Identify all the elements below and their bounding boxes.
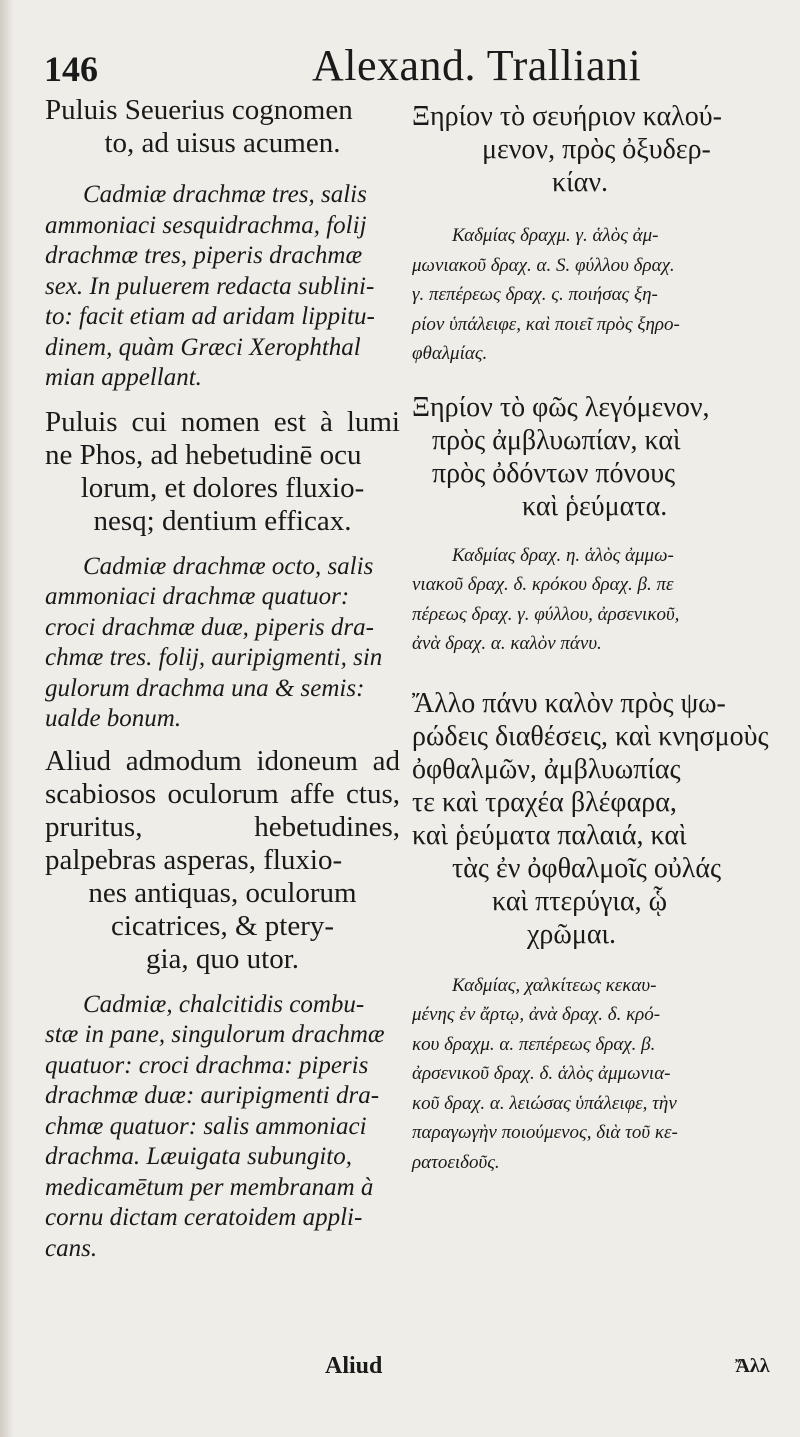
latin-recipe-1 xyxy=(45,180,400,394)
text-line: πέρεως δραχ. γ. φύλλου, ἀρσενικοῦ, xyxy=(412,603,680,625)
text-line: Cadmiæ drachmæ octo, salis xyxy=(83,552,374,580)
text-line: καὶ πτερύγια, ᾧ xyxy=(492,885,668,917)
gutter-shadow xyxy=(0,0,14,1437)
text-line: cornu dictam ceratoidem appli- xyxy=(45,1204,363,1231)
greek-recipe-3 xyxy=(412,971,790,1178)
text-line: ὀφθαλμῶν, ἀμβλυωπίας xyxy=(412,753,681,785)
text-line: medicamētum per membranam à xyxy=(45,1173,374,1201)
text-line: ammoniaci drachmæ quatuor: xyxy=(45,583,350,610)
text-line: ne Phos, ad hebetudinē ocu xyxy=(45,438,362,471)
text-line: μωνιακοῦ δραχ. α. S. φύλλου δραχ. xyxy=(412,254,675,276)
text-line: ἀνὰ δραχ. α. καλὸν πάνυ. xyxy=(412,633,602,654)
text-line: τὰς ἐν ὀφθαλμοῖς οὐλάς xyxy=(452,852,722,884)
greek-catchword: Ἄλλ xyxy=(735,1355,770,1377)
text-line: mian appellant. xyxy=(45,364,202,391)
text-line: ρίον ὑπάλειφε, καὶ ποιεῖ πρὸς ξηρο- xyxy=(412,313,680,335)
greek-heading-1 xyxy=(412,100,790,199)
running-title: Alexand. Tralliani xyxy=(312,41,642,90)
text-line: ammoniaci sesquidrachma, folij xyxy=(45,211,367,239)
text-line: ad scabiosos oculorum affe xyxy=(45,744,401,810)
text-line: ἀρσενικοῦ δραχ. δ. ἁλὸς ἀμμωνια- xyxy=(412,1063,671,1084)
text-line: πρὸς ἀμβλυωπίαν, καὶ xyxy=(432,424,681,456)
text-line: Cadmiæ, chalcitidis combu- xyxy=(83,990,365,1018)
text-line: ρατοειδοῦς. xyxy=(412,1151,500,1173)
text-line: καὶ ῥεύματα. xyxy=(522,490,668,522)
text-line: Καδμίας δραχ. η. ἁλὸς ἀμμω- xyxy=(452,544,674,566)
greek-recipe-2 xyxy=(412,541,790,659)
page-number: 146 xyxy=(44,49,98,89)
latin-recipe-2 xyxy=(45,552,400,735)
text-line: μένης ἐν ἄρτῳ, ἀνὰ δραχ. δ. κρό- xyxy=(412,1004,661,1025)
text-line: Ξηρίον τὸ φῶς λεγόμενον, xyxy=(412,391,710,423)
greek-heading-2 xyxy=(412,391,790,523)
text-line: drachmæ tres, piperis drachmæ xyxy=(45,242,363,269)
text-line: Aliud admodum idoneum xyxy=(45,744,358,777)
page-header xyxy=(40,40,780,90)
text-line: Ἄλλο πάνυ καλὸν πρὸς ψω- xyxy=(412,687,726,719)
text-line: palpebras asperas, fluxio- xyxy=(45,843,343,876)
text-line: κου δραχμ. α. πεπέρεως δραχ. β. xyxy=(412,1033,656,1055)
text-line: παραγωγὴν ποιούμενος, διὰ τοῦ κε- xyxy=(412,1122,678,1143)
text-line: to, ad uisus acumen. xyxy=(104,127,341,159)
text-line: cicatrices, & ptery- xyxy=(110,909,335,942)
text-line: lorum, et dolores fluxio- xyxy=(80,471,365,504)
text-line: ρώδεις διαθέσεις, καὶ κνησμοὺς xyxy=(412,720,769,752)
greek-recipe-1 xyxy=(412,221,790,369)
text-line: dinem, quàm Græci Xerophthal xyxy=(45,333,361,361)
text-line: γ. πεπέρεως δραχ. ς. ποιήσας ξη- xyxy=(412,284,658,305)
greek-column xyxy=(412,100,790,1177)
text-line: drachma. Læuigata subungito, xyxy=(45,1143,352,1170)
text-line: πρὸς ὀδόντων πόνους xyxy=(432,457,676,489)
text-line: gia, quo utor. xyxy=(145,942,300,975)
text-line: Ξηρίον τὸ σευήριον καλού- xyxy=(412,101,722,132)
latin-heading-2 xyxy=(45,406,400,538)
text-line: cans. xyxy=(45,1234,98,1262)
latin-column xyxy=(45,92,400,1264)
text-line: νιακοῦ δραχ. δ. κρόκου δραχ. β. πε xyxy=(412,574,674,595)
latin-catchword: Aliud xyxy=(325,1353,383,1379)
text-line: κοῦ δραχ. α. λειώσας ὑπάλειφε, τὴν xyxy=(412,1092,677,1114)
text-line: Puluis cui nomen est à lumi xyxy=(45,405,400,438)
text-line: χρῶμαι. xyxy=(527,918,617,950)
text-line: ualde bonum. xyxy=(45,705,182,732)
text-line: Puluis Seuerius cognomen xyxy=(45,94,353,126)
text-line: croci drachmæ duæ, piperis dra- xyxy=(45,613,374,641)
text-line: chmæ quatuor: salis ammoniaci xyxy=(45,1112,367,1140)
text-line: to: facit etiam ad aridam lippitu- xyxy=(45,303,375,330)
text-line: μενον, πρὸς ὀξυδερ- xyxy=(482,134,711,165)
text-line: gulorum drachma una & semis: xyxy=(45,674,365,702)
text-line: quatuor: croci drachma: piperis xyxy=(45,1051,369,1079)
text-line: τε καὶ τραχέα βλέφαρα, xyxy=(412,786,677,818)
text-line: drachmæ duæ: auripigmenti dra- xyxy=(45,1082,380,1109)
text-line: Cadmiæ drachmæ tres, salis xyxy=(83,181,367,208)
text-line: nes antiquas, oculorum xyxy=(88,876,357,909)
text-line: κίαν. xyxy=(552,167,608,198)
greek-heading-3 xyxy=(412,687,790,951)
latin-recipe-3 xyxy=(45,990,400,1265)
latin-heading-3 xyxy=(45,745,400,976)
text-line: nesq; dentium efficax. xyxy=(93,504,352,537)
text-line: sex. In puluerem redacta sublini- xyxy=(45,272,375,300)
text-line: καὶ ῥεύματα παλαιά, καὶ xyxy=(412,819,687,851)
text-line: Καδμίας δραχμ. γ. ἁλὸς ἀμ- xyxy=(452,225,659,246)
text-line: Καδμίας, χαλκίτεως κεκαυ- xyxy=(452,974,657,996)
latin-heading-1 xyxy=(45,94,400,160)
text-line: φθαλμίας. xyxy=(412,343,488,364)
text-line: chmæ tres. folij, auripigmenti, sin xyxy=(45,644,383,671)
text-line: ctus, pruritus, hebetudines, xyxy=(45,777,401,843)
text-line: stæ in pane, singulorum drachmæ xyxy=(45,1021,385,1048)
